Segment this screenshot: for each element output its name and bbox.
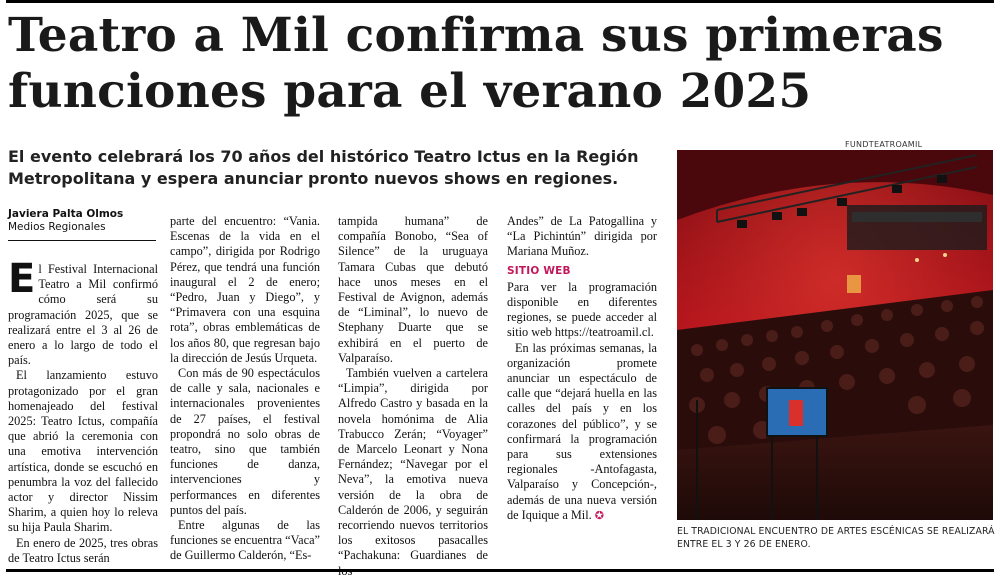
article-paragraph: Para ver la programación disponible en diferentes regiones, se puede acceder al sitio web https://teatroamil.cl. [507, 279, 657, 340]
article-paragraph: El Festival Internacional Teatro a Mil confirmó cómo será su programación 2025, que se realizará entre el 3 al 26 de enero a lo largo de todo el país. [8, 256, 158, 368]
article-paragraph: Con más de 90 espectáculos de calle y sala, nacionales e internacionales provenientes de 27 países, el festival propondrá no solo obras de teatro, sino que también funciones de danza, intervenciones y performances en diferentes puntos del país. [170, 366, 320, 517]
byline [8, 208, 156, 241]
end-mark-icon: ✪ [594, 509, 604, 522]
article-paragraph: parte del encuentro: “Vania. Escenas de la vida en el campo”, dirigida por Rodrigo Pérez, que tendrá una función inaugural el 2 de enero; “Pedro, Juan y Diego”, y “Primavera con una esquina rota”, obras emblemáticas de los años 80, que regresan bajo la dirección de Jesús Urqueta. [170, 214, 320, 365]
subheadline: El evento celebrará los 70 años del histórico Teatro Ictus en la Región Metropolitana y espera anunciar pronto nuevos shows en regiones. [8, 147, 639, 188]
bottom-rule [6, 569, 994, 572]
drop-cap: E [8, 256, 36, 302]
section-label: SITIO WEB [507, 264, 571, 277]
article-paragraph: Entre algunas de las funciones se encuentra “Vaca” de Guillermo Calderón, “Es- [170, 518, 320, 563]
photo-credit: FUNDTEATROAMIL [845, 140, 923, 149]
article-column-2 [170, 214, 320, 564]
article-paragraph: También vuelven a cartelera “Limpia”, dirigida por Alfredo Castro y basada en la novela homónima de Alia Trabucco Zerán; “Voyager” de Marcelo Leonart y Nona Fernández; “Navegar por el Neva”, la emotiva nueva versión de la obra de Calderón de 2006, y seguirán recorriendo nuevos territorios los exitosos pasacalles “Pachakuna: Guardianes de [338, 366, 488, 563]
article-paragraph: En enero de 2025, tres obras de Teatro Ictus serán [8, 535, 158, 565]
article-column-3 [338, 214, 488, 579]
article-paragraph: El lanzamiento estuvo protagonizado por el gran homenajeado del festival 2025: Teatro Ictus, compañía que abrió la ceremonia con una emotiva intervención artística, donde se escuchó en penumbra la voz del fallecido actor y director Nissim Sharim, a quien hoy lo releva su hija Paula Sharim. [8, 368, 158, 535]
byline-author: Javiera Palta Olmos [8, 208, 124, 220]
article-column-4 [507, 214, 657, 524]
photo-caption: EL TRADICIONAL ENCUENTRO DE ARTES ESCÉNICAS SE REALIZARÁ ENTRE EL 3 Y 26 DE ENERO. [677, 526, 995, 550]
top-rule [6, 0, 994, 3]
article-paragraph: En las próximas semanas, la organización promete anunciar un espectáculo de calle que “dejará huella en las calles del país y en los corazones del público”, y se confirmará la programación para sus extensiones regionales -Antofagasta, Valparaíso y Concepción-, además de una nueva versión de Iquique a Mil. ✪ [507, 340, 657, 522]
article-column-1 [8, 256, 158, 566]
article-paragraph: Andes” de La Patogallina y “La Pichintún” dirigida por Mariana Muñoz. [507, 214, 657, 259]
byline-outlet: Medios Regionales [8, 221, 106, 233]
article-paragraph: tampida humana” de compañía Bonobo, “Sea of Silence” de la uruguaya Tamara Cubas que debutó hace unos meses en el Festival de Avignon, además de “Liminal”, lo nuevo de Stephany Duarte que se exhibirá en el puerto de Valparaíso. [338, 214, 488, 365]
theater-photo [677, 150, 993, 520]
headline: Teatro a Mil confirma sus primeras funciones para el verano 2025 [8, 8, 944, 119]
